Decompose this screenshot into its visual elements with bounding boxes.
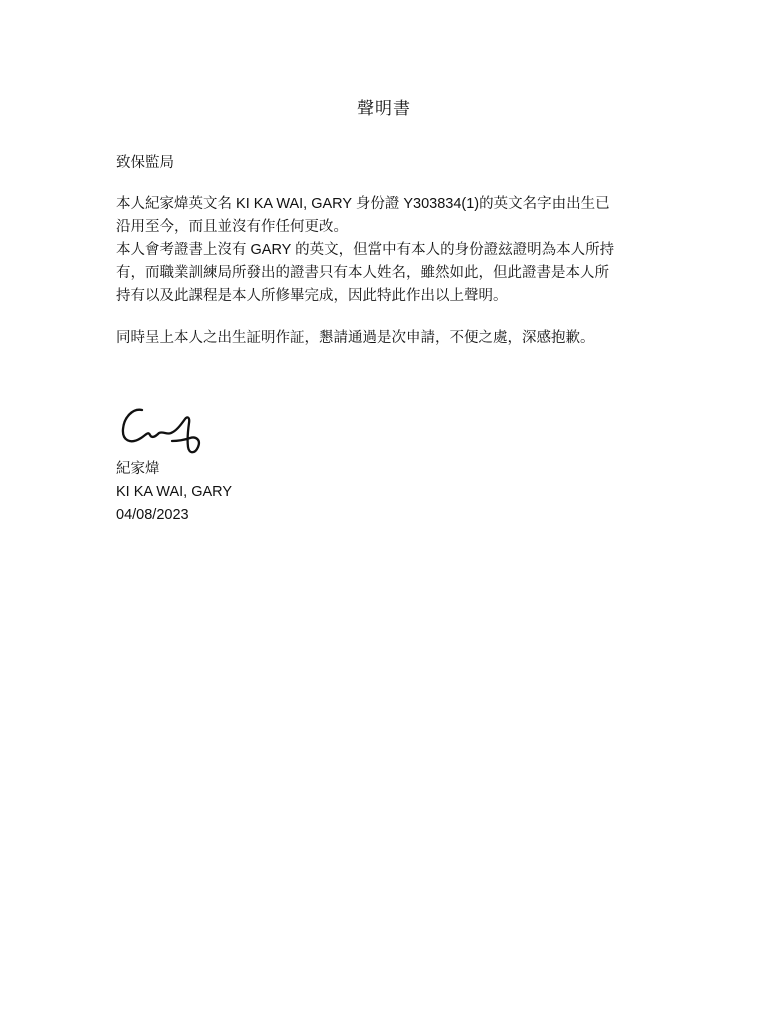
paragraph-line: 有，而職業訓練局所發出的證書只有本人姓名，雖然如此，但此證書是本人所	[116, 265, 609, 281]
paragraph-line: 本人會考證書上沒有 GARY 的英文，但當中有本人的身份證玆證明為本人所持	[116, 242, 615, 258]
signature-drawing	[116, 402, 206, 460]
paragraph-line: 沿用至今，而且並沒有作任何更改。	[116, 219, 348, 235]
handwritten-signature	[116, 402, 206, 460]
paragraph-line: 本人紀家煒英文名 KI KA WAI, GARY 身份證 Y303834(1)的英文名字由出生已	[116, 196, 610, 212]
closing-paragraph: 同時呈上本人之出生証明作証，懇請通過是次申請，不便之處，深感抱歉。	[116, 330, 595, 346]
signer-chinese-name: 紀家煒	[116, 461, 160, 477]
signer-english-name: KI KA WAI, GARY	[116, 484, 233, 500]
declaration-content	[116, 152, 656, 350]
signed-date: 04/08/2023	[116, 507, 189, 523]
paragraph-spacing	[116, 175, 656, 193]
signer-block	[116, 458, 232, 527]
recipient-line: 致保監局	[116, 155, 174, 171]
page-title: 聲明書	[357, 99, 411, 118]
paragraph-line: 持有以及此課程是本人所修畢完成，因此特此作出以上聲明。	[116, 288, 508, 304]
paragraph-spacing	[116, 308, 656, 327]
